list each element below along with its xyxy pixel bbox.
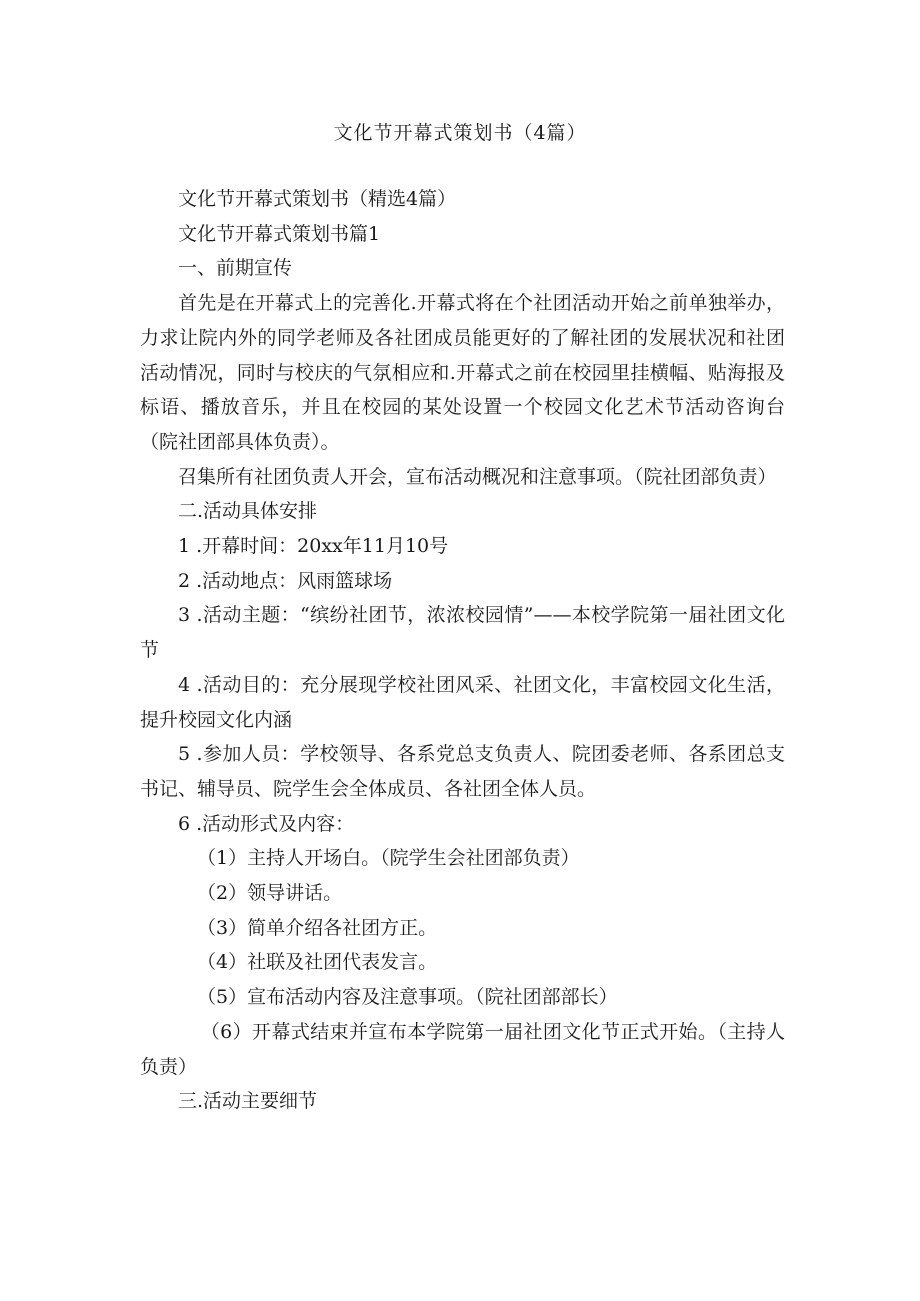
paragraph: 1 .开幕时间：20xx年11月10号 (178, 535, 449, 558)
paragraph: 文化节开幕式策划书（精选4篇） (178, 188, 457, 210)
paragraph: （3）简单介绍各社团方正。 (197, 916, 438, 939)
paragraph: 一、前期宣传 (178, 257, 293, 280)
paragraph: （5）宣布活动内容及注意事项。（院社团部部长） (197, 986, 618, 1009)
paragraph: 2 .活动地点：风雨篮球场 (178, 569, 393, 592)
paragraph: 三.活动主要细节 (178, 1090, 318, 1113)
paragraph: （4）社联及社团代表发言。 (197, 951, 438, 974)
document-body (140, 182, 785, 1119)
paragraph: 召集所有社团负责人开会，宣布活动概况和注意事项。（院社团部负责） (178, 465, 777, 488)
document-title: 文化节开幕式策划书（4篇） (333, 122, 587, 144)
paragraph: 6 .活动形式及内容： (178, 812, 355, 835)
paragraph: 4 .活动目的：充分展现学校社团风采、社团文化，丰富校园文化生活，提升校园文化内涵 (140, 673, 785, 731)
paragraph: （1）主持人开场白。（院学生会社团部负责） (197, 847, 580, 870)
paragraph: （6）开幕式结束并宣布本学院第一届社团文化节正式开始。（主持人负责） (140, 1020, 785, 1078)
paragraph: 3 .活动主题：“缤纷社团节，浓浓校园情”——本校学院第一届社团文化节 (140, 604, 785, 662)
paragraph: 首先是在开幕式上的完善化.开幕式将在个社团活动开始之前单独举办，力求让院内外的同学老师及各社团成员能更好的了解社团的发展状况和社团活动情况，同时与校庆的气氛相应和.开幕式之前在校园里挂横幅、贴海报及标语、播放音乐，并且在校园的某处设置一个校园文化艺术节活动咨询台（院社团部具体负责）。 (140, 292, 785, 453)
paragraph: 文化节开幕式策划书篇1 (178, 222, 381, 245)
paragraph: 5 .参加人员：学校领导、各系党总支负责人、院团委老师、各系团总支书记、辅导员、院学生会全体成员、各社团全体人员。 (140, 743, 785, 800)
paragraph: （2）领导讲话。 (197, 882, 343, 905)
paragraph: 二.活动具体安排 (178, 500, 318, 523)
